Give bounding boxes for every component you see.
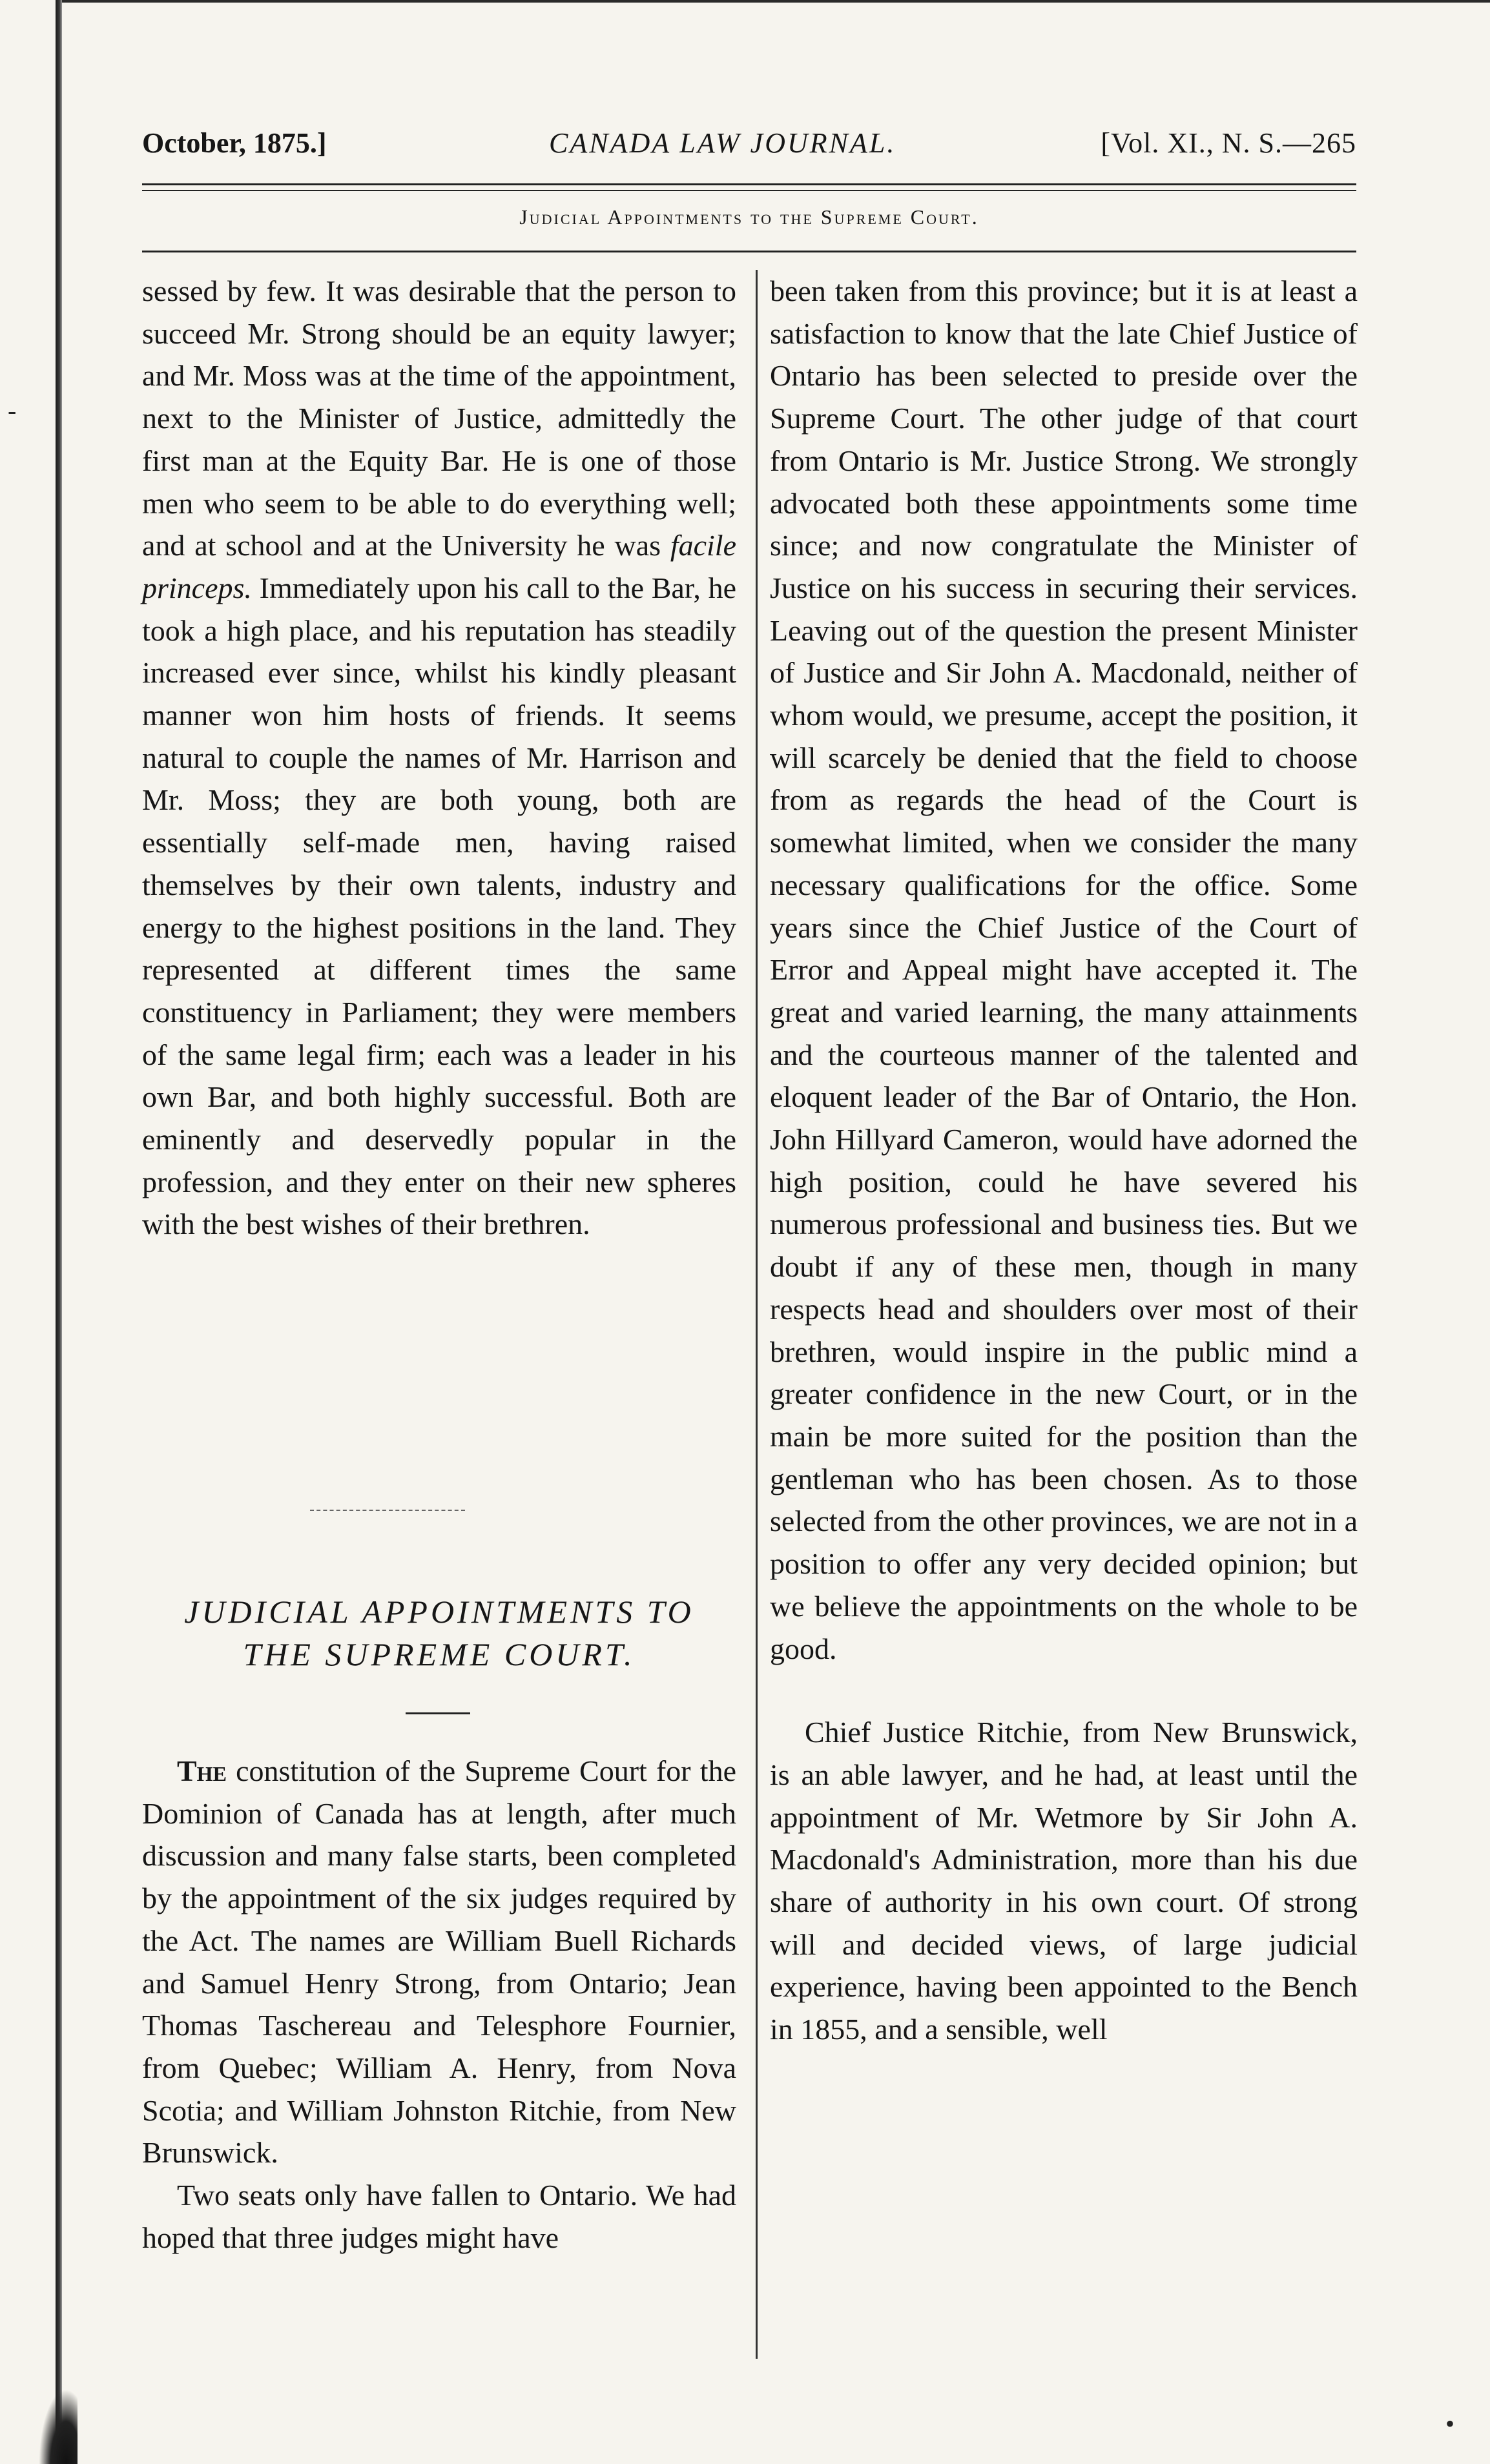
left-paragraph-text: sessed by few. It was desirable that the person to succeed Mr. Strong should be an equity lawyer; and Mr. Moss was at the time of the appointment, next to the Minister of Justice, admittedly the first man at the Equity Bar. He is one of those men who seem to be able to do everything well; and at school and at the University he was — [142, 274, 736, 562]
right-column — [770, 270, 1358, 2051]
header-journal-title: CANADA LAW JOURNAL. — [549, 127, 896, 159]
scan-edge-top — [58, 0, 1490, 3]
running-title: Judicial Appointments to the Supreme Court. — [519, 205, 979, 229]
scan-shadow — [39, 2389, 78, 2464]
article-paragraph: Two seats only have fallen to Ontario. We had hoped that three judges might have — [142, 2179, 736, 2254]
page-header — [142, 123, 1356, 174]
article-body-left — [142, 1750, 736, 2259]
article-paragraph — [142, 1750, 736, 2174]
section-break-rule — [310, 1510, 465, 1511]
section-heading-line1: JUDICIAL APPOINTMENTS TO — [184, 1594, 694, 1630]
header-date: October, 1875.] — [142, 127, 327, 159]
left-paragraph-italic: facile princeps. — [142, 529, 736, 604]
header-rule-bottom — [142, 190, 1356, 191]
margin-mark: - — [8, 396, 17, 425]
right-paragraph: Chief Justice Ritchie, from New Brunswick, is an able lawyer, and he had, at least until the appointment of Mr. Wetmore by Sir John A. Macdonald's Administration, more than his due share of authority in his own court. Of strong will and decided views, of large judicial experience, having been appointed to the Bench in 1855, and a sensible, well — [770, 1716, 1358, 2046]
margin-mark: • — [1445, 2409, 1455, 2438]
header-volume-page: [Vol. XI., N. S.—265 — [1101, 127, 1356, 159]
heading-rule — [406, 1712, 470, 1714]
running-title-rule — [142, 251, 1356, 252]
section-heading-line2: THE SUPREME COURT. — [243, 1636, 636, 1672]
section-heading — [142, 1590, 736, 1676]
left-column — [142, 270, 736, 1246]
column-divider — [756, 270, 758, 2359]
left-paragraph-continued: Immediately upon his call to the Bar, he took a high place, and his reputation has steadily increased ever since, whilst his kindly pleasant manner won him hosts of friends. It seems natural to couple the names of Mr. Harrison and Mr. Moss; they are both young, both are essentially self-made men, having raised themselves by their own talents, industry and energy to the highest positions in the land. They represented at different times the same constituency in Parliament; they were members of the same legal firm; each was a leader in his own Bar, and both highly successful. Both are eminently and deservedly popular in the profession, and they enter on their new spheres with the best wishes of their brethren. — [142, 571, 736, 1241]
article-dropcap: The — [177, 1754, 227, 1787]
article-paragraph-text: constitution of the Supreme Court for the Dominion of Canada has at length, after much discussion and many false starts, been completed by the appointment of the six judges required by the Act. The names are William Buell Richards and Samuel Henry Strong, from Ontario; Jean Thomas Taschereau and Telesphore Fournier, from Quebec; William A. Henry, from Nova Scotia; and William Johnston Ritchie, from New Brunswick. — [142, 1754, 736, 2170]
left-paragraph — [142, 270, 736, 1246]
right-paragraph: been taken from this province; but it is at least a satisfaction to know that the late Chief Justice of Ontario has been selected to preside over the Supreme Court. The other judge of that court from Ontario is Mr. Justice Strong. We strongly advocated both these appointments some time since; and now congratulate the Minister of Justice on his success in securing their services. Leaving out of the question the present Minister of Justice and Sir John A. Macdonald, neither of whom would, we presume, accept the position, it will scarcely be denied that the field to choose from as regards the head of the Court is somewhat limited, when we consider the many necessary qualifications for the office. Some years since the Chief Justice of the Court of Error and Appeal might have accepted it. The great and varied learning, the many attainments and the courteous manner of the talented and eloquent leader of the Bar of Ontario, the Hon. John Hillyard Cameron, would have adorned the high position, could he have severed his numerous professional and business ties. But we doubt if any of these men, though in many respects head and shoulders over most of their brethren, would inspire in the public mind a greater confidence in the new Court, or in the main be more suited for the position than the gentleman who has been chosen. As to those selected from the other provinces, we are not in a position to offer any very decided opinion; but we believe the appointments on the whole to be good. — [770, 274, 1358, 1665]
header-rule-top — [142, 183, 1356, 185]
page-binding-edge — [56, 0, 62, 2464]
